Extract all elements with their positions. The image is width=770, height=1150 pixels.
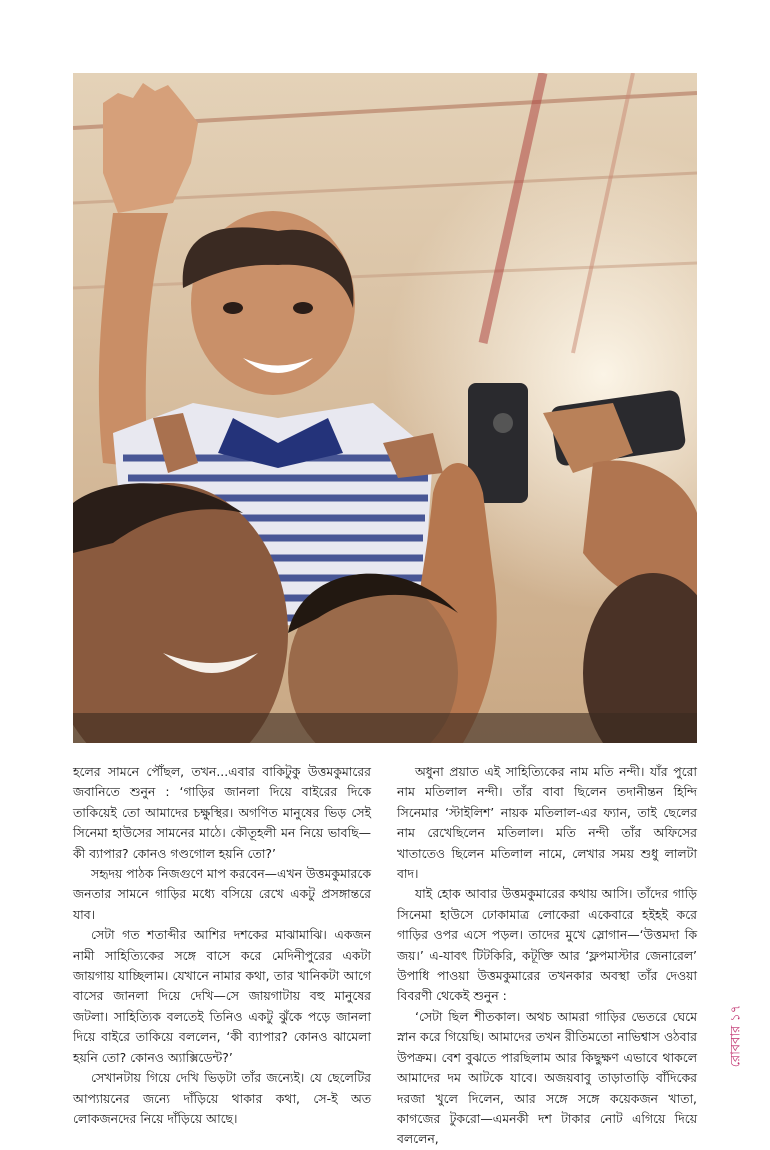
paragraph: ‘সেটা ছিল শীতকাল। অথচ আমরা গাড়ির ভেতরে ঘেমে স্নান করে গিয়েছি। আমাদের তখন রীতিমতো নাভিশ্বাস ওঠবার উপক্রম। বেশ বুঝতে পারছিলাম আর কিছুক্ষণ এভাবে থাকলে আমাদের দম আটকে যাবে। অজয়বাবু তাড়াতাড়ি বাঁদিকের দরজা খুলে দিলেন, আর সঙ্গে সঙ্গে কয়েকজন খাতা, কাগজের টুকরো—এমনকী দশ টাকার নোট এগিয়ে দিয়ে বললেন,: [397, 1008, 697, 1147]
paragraph: সেটা গত শতাব্দীর আশির দশকের মাঝামাঝি। একজন নামী সাহিত্যিকের সঙ্গে বাসে করে মেদিনীপুরের একটা জায়গায় যাচ্ছিলাম। যেখানে নামার কথা, তার খানিকটা আগে বাসের জানলা দিয়ে দেখি—সে জায়গাটায় বহু মানুষের জটলা। সাহিত্যিক বলতেই তিনিও একটু ঝুঁকে পড়ে জানলা দিয়ে বাইরে তাকিয়ে বললেন, ‘কী ব্যাপার? কোনও ঝামেলা হয়নি তো? কোনও অ্যাক্সিডেন্ট?’: [73, 927, 371, 1065]
paragraph: অধুনা প্রয়াত এই সাহিত্যিকের নাম মতি নন্দী। যাঁর পুরো নাম মতিলাল নন্দী। তাঁর বাবা ছিলেন তদানীন্তন হিন্দি সিনেমার ‘স্টাইলিশ’ নায়ক মতিলাল-এর ফ্যান, তাই ছেলের নাম রেখেছিলেন মতিলাল। মতি নন্দী তাঁর অফিসের খাতাতেও ছিলেন মতিলাল নামে, লেখার সময় শুধু লালটা বাদ।: [397, 764, 697, 882]
page-footer: [712, 1004, 762, 1068]
paragraph: হলের সামনে পৌঁছল, তখন...এবার বাকিটুকু উত্তমকুমারের জবানিতে শুনুন : ‘গাড়ির জানলা দিয়ে বাইরের দিকে তাকিয়েই তো আমাদের চক্ষুস্থির। অগণিত মানুষের ভিড় সেই সিনেমা হাউসের সামনের মাঠে। কৌতূহলী মন নিয়ে ভাবছি—কী ব্যাপার? কোনও গণ্ডগোল হয়নি তো?’: [73, 764, 371, 861]
article-right-column: [397, 762, 697, 1150]
article-photo: [73, 73, 697, 743]
paragraph: যাই হোক আবার উত্তমকুমারের কথায় আসি। তাঁদের গাড়ি সিনেমা হাউসে ঢোকামাত্র লোকেরা একেবারে হইহই করে গাড়ির ওপর এসে পড়ল। তাদের মুখে স্লোগান—‘উত্তমদা কি জয়।’ এ-যাবৎ টিটকিরি, কটূক্তি আর ‘ফ্লপমাস্টার জেনারেল’ উপাধি পাওয়া উত্তমকুমারের তখনকার অবস্থা তাঁর দেওয়া বিবরণী থেকেই শুনুন :: [397, 886, 697, 1004]
paragraph: সহৃদয় পাঠক নিজগুণে মাপ করবেন—এখন উত্তমকুমারকে জনতার সামনে গাড়ির মধ্যে বসিয়ে রেখে একটু প্রসঙ্গান্তরে যাব।: [73, 866, 371, 922]
article-left-column: [73, 762, 371, 1129]
paragraph: সেখানটায় গিয়ে দেখি ভিড়টা তাঁর জন্যেই। যে ছেলেটির আপ্যায়নের জন্যে দাঁড়িয়ে থাকার কথা, সে-ই অত লোকজনদের নিয়ে দাঁড়িয়ে আছে।: [73, 1070, 371, 1126]
page-label: রোববার ১৭: [728, 1004, 744, 1068]
crowd-photo-illustration: [73, 73, 697, 743]
